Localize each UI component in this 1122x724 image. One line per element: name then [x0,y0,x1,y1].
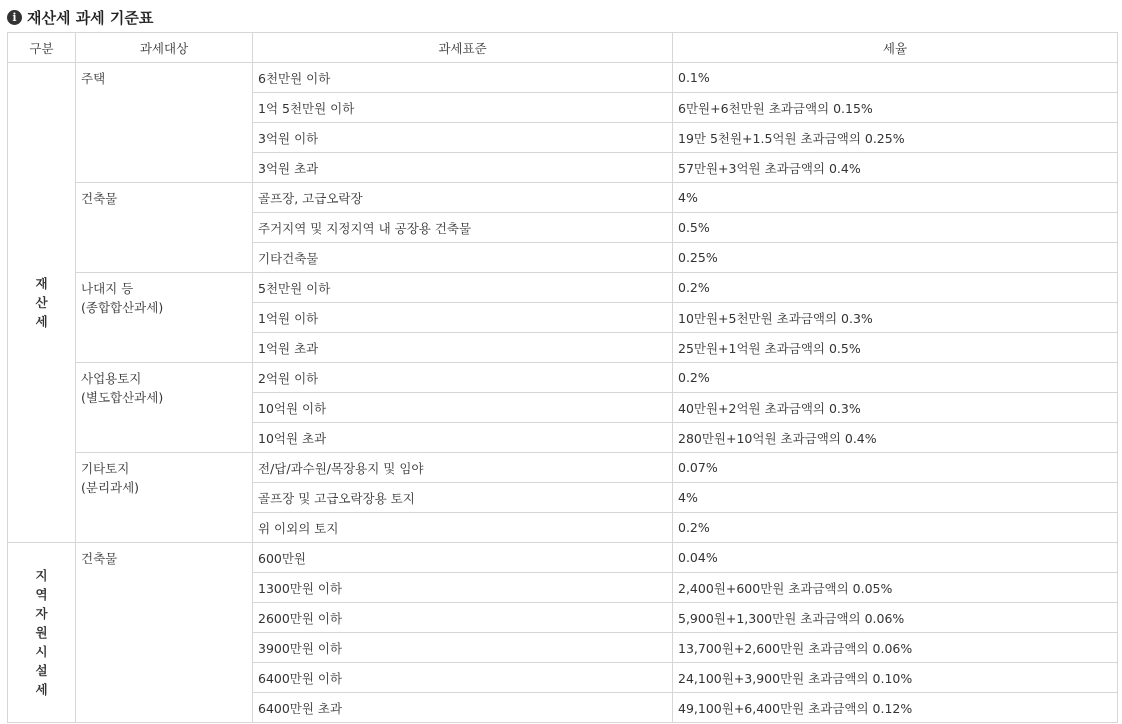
tax-base-cell: 전/답/과수원/목장용지 및 임야 [253,453,673,483]
tax-rate-cell: 5,900원+1,300만원 초과금액의 0.06% [673,603,1118,633]
tax-rate-cell: 10만원+5천만원 초과금액의 0.3% [673,303,1118,333]
table-row [8,543,1118,573]
group-label [8,63,76,543]
tax-rate-cell: 280만원+10억원 초과금액의 0.4% [673,423,1118,453]
table-row [8,63,1118,93]
group-label [8,543,76,723]
tax-rate-cell: 4% [673,183,1118,213]
tax-base-cell: 2600만원 이하 [253,603,673,633]
tax-base-cell: 주거지역 및 지정지역 내 공장용 건축물 [253,213,673,243]
tax-base-cell: 3900만원 이하 [253,633,673,663]
header-category: 구분 [8,33,76,63]
table-row [8,453,1118,483]
tax-rate-cell: 0.04% [673,543,1118,573]
tax-rate-cell: 4% [673,483,1118,513]
table-row [8,273,1118,303]
table-body [8,63,1118,723]
tax-base-cell: 1억 5천만원 이하 [253,93,673,123]
tax-rate-cell: 0.2% [673,513,1118,543]
tax-base-cell: 5천만원 이하 [253,273,673,303]
tax-rate-cell: 57만원+3억원 초과금액의 0.4% [673,153,1118,183]
tax-table [7,32,1118,723]
tax-base-cell: 3억원 이하 [253,123,673,153]
table-header-row [8,33,1118,63]
table-row [8,183,1118,213]
group-label-text: 지 역 자 원 시 설 세 [35,568,48,697]
tax-base-cell: 골프장, 고급오락장 [253,183,673,213]
tax-base-cell: 6천만원 이하 [253,63,673,93]
tax-rate-cell: 25만원+1억원 초과금액의 0.5% [673,333,1118,363]
tax-base-cell: 위 이외의 토지 [253,513,673,543]
tax-base-cell: 10억원 이하 [253,393,673,423]
tax-base-cell: 600만원 [253,543,673,573]
tax-base-cell: 1억원 초과 [253,333,673,363]
tax-rate-cell: 24,100원+3,900만원 초과금액의 0.10% [673,663,1118,693]
tax-base-cell: 기타건축물 [253,243,673,273]
tax-rate-cell: 0.25% [673,243,1118,273]
group-label-text: 재 산 세 [35,276,48,329]
tax-rate-cell: 49,100원+6,400만원 초과금액의 0.12% [673,693,1118,723]
tax-rate-cell: 0.1% [673,63,1118,93]
tax-base-cell: 1300만원 이하 [253,573,673,603]
tax-base-cell: 1억원 이하 [253,303,673,333]
tax-rate-cell: 0.2% [673,363,1118,393]
tax-base-cell: 골프장 및 고급오락장용 토지 [253,483,673,513]
tax-rate-cell: 19만 5천원+1.5억원 초과금액의 0.25% [673,123,1118,153]
info-icon: i [7,10,22,25]
tax-base-cell: 6400만원 이하 [253,663,673,693]
header-tax-base: 과세표준 [253,33,673,63]
target-cell: 사업용토지 (별도합산과세) [76,363,253,453]
header-tax-rate: 세율 [673,33,1118,63]
tax-rate-cell: 6만원+6천만원 초과금액의 0.15% [673,93,1118,123]
tax-base-cell: 2억원 이하 [253,363,673,393]
page-title-text: 재산세 과세 기준표 [27,8,154,27]
target-cell: 기타토지 (분리과세) [76,453,253,543]
page-title [7,6,153,28]
tax-rate-cell: 0.2% [673,273,1118,303]
tax-rate-cell: 0.5% [673,213,1118,243]
tax-base-cell: 10억원 초과 [253,423,673,453]
tax-rate-cell: 0.07% [673,453,1118,483]
table-row [8,363,1118,393]
target-cell: 건축물 [76,543,253,723]
tax-rate-cell: 13,700원+2,600만원 초과금액의 0.06% [673,633,1118,663]
header-target: 과세대상 [76,33,253,63]
tax-base-cell: 3억원 초과 [253,153,673,183]
target-cell: 건축물 [76,183,253,273]
tax-rate-cell: 2,400원+600만원 초과금액의 0.05% [673,573,1118,603]
tax-rate-cell: 40만원+2억원 초과금액의 0.3% [673,393,1118,423]
tax-base-cell: 6400만원 초과 [253,693,673,723]
target-cell: 나대지 등 (종합합산과세) [76,273,253,363]
target-cell: 주택 [76,63,253,183]
